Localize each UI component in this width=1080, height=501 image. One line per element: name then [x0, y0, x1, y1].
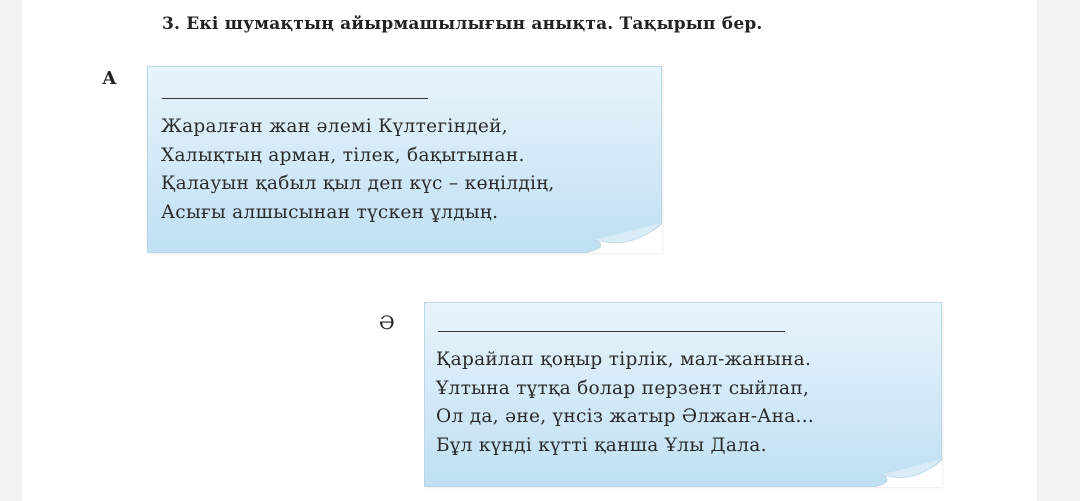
- stanza-b-note: [424, 302, 942, 487]
- stanza-a-title-blank[interactable]: [162, 98, 428, 99]
- stanza-b-line: Ол да, әне, үнсіз жатыр Әлжан-Ана...: [436, 406, 815, 427]
- page-curl-icon: [872, 459, 942, 487]
- stanza-a-line: Қалауын қабыл қыл деп күс – көңілдің,: [161, 173, 555, 194]
- stanza-a-marker: А: [102, 68, 117, 89]
- stanza-b-line: Ұлтына тұтқа болар перзент сыйлап,: [436, 377, 810, 399]
- stanza-b-text: [436, 346, 814, 460]
- page-curl-icon: [584, 223, 662, 253]
- stanza-b-title-blank[interactable]: [438, 331, 785, 332]
- task-title: 3. Екі шумақтың айырмашылығын анықта. Тақырып бер.: [162, 14, 763, 34]
- stanza-b-marker: Ә: [379, 312, 395, 334]
- textbook-page: [22, 0, 1037, 501]
- stanza-a-line: Халықтың арман, тілек, бақытынан.: [161, 144, 525, 166]
- stanza-a-line: Жаралған жан әлемі Күлтегіндей,: [161, 116, 508, 137]
- stanza-b-line: Қарайлап қоңыр тірлік, мал-жанына.: [436, 349, 812, 370]
- stanza-a-text: [161, 113, 555, 227]
- stanza-a-line: Асығы алшысынан түскен ұлдың.: [161, 201, 499, 223]
- stanza-b-line: Бұл күнді күтті қанша Ұлы Дала.: [436, 434, 767, 456]
- stanza-a-note: [147, 66, 662, 253]
